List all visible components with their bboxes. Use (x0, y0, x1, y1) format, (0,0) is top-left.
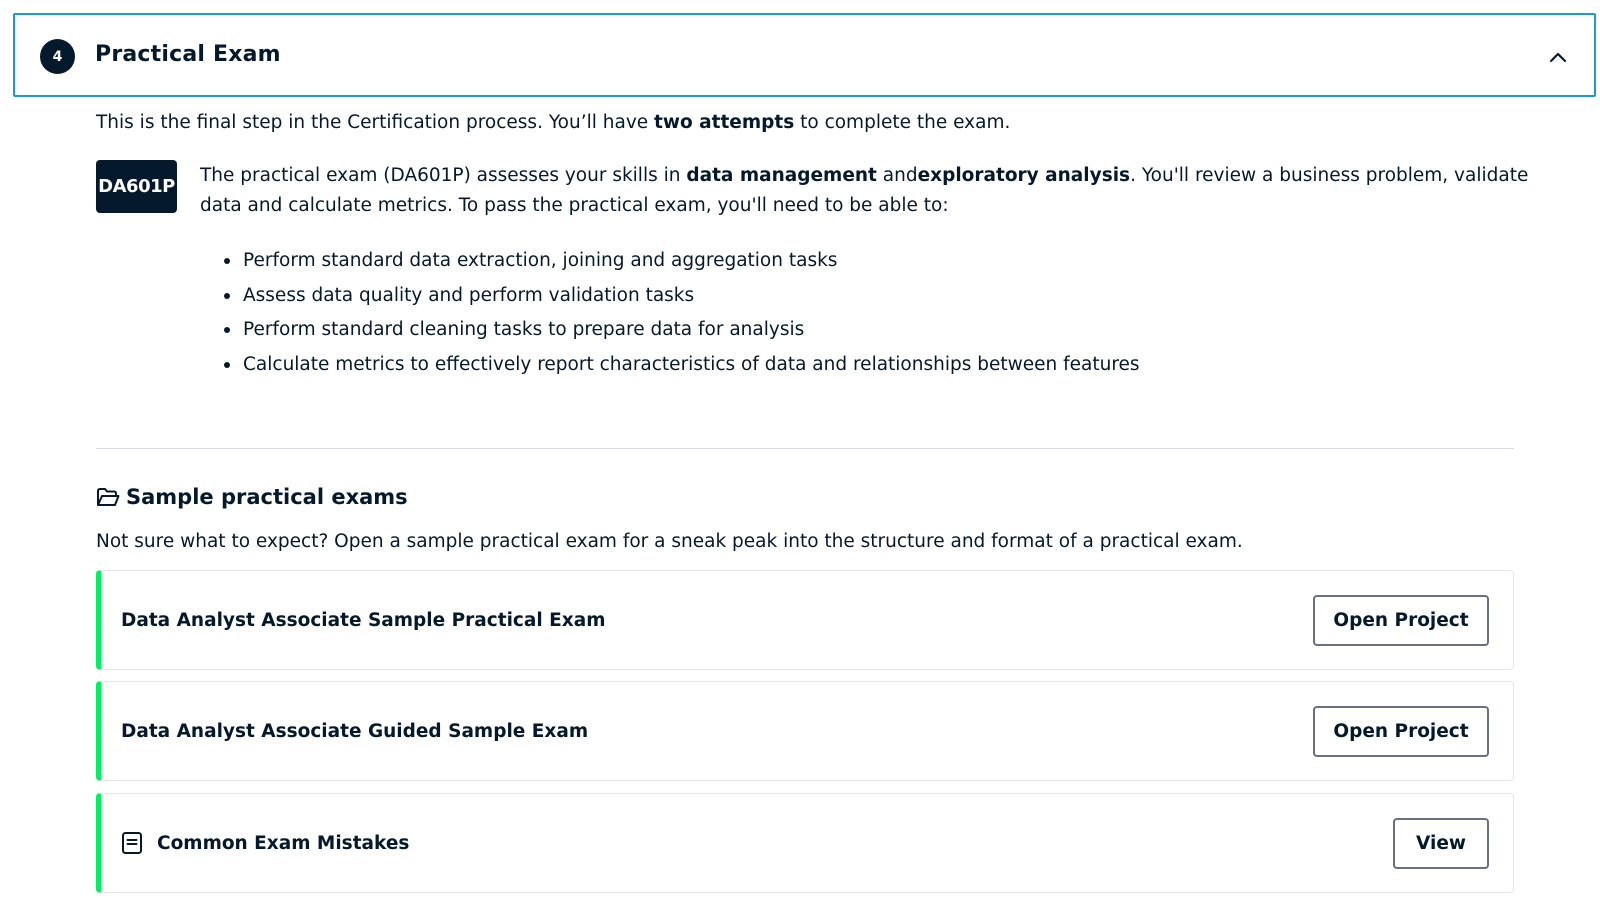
folder-open-icon (96, 486, 120, 508)
step-title: Practical Exam (95, 42, 281, 67)
skill-item: Perform standard data extraction, joining and aggregation tasks (222, 248, 1140, 283)
common-mistakes-title: Common Exam Mistakes (157, 832, 410, 854)
document-icon (121, 830, 145, 856)
common-mistakes-card (96, 793, 1514, 893)
chevron-up-icon (1549, 51, 1567, 63)
view-button[interactable]: View (1393, 818, 1489, 869)
exam-desc-part3: . You'll review a business problem, validate data and calculate metrics. To pass the practical exam, you'll need to be able to: (200, 165, 1529, 216)
exam-desc-bold1: data management (686, 165, 877, 186)
step-header[interactable] (13, 13, 1596, 97)
section-divider (96, 448, 1514, 449)
intro-text-before: This is the final step in the Certification process. You’ll have (96, 112, 655, 133)
exam-description (200, 161, 1530, 221)
sample-exams-title: Sample practical exams (126, 485, 408, 509)
intro-text (96, 110, 1010, 136)
exam-code-badge: DA601P (96, 160, 177, 213)
common-mistakes-title-row (121, 794, 409, 892)
sample-exams-heading (96, 485, 408, 509)
intro-text-after: to complete the exam. (794, 112, 1011, 133)
open-project-button[interactable]: Open Project (1313, 595, 1489, 646)
exam-desc-part1: The practical exam (DA601P) assesses your skills in (200, 165, 687, 186)
sample-exam-card (96, 570, 1514, 670)
sample-exam-title: Data Analyst Associate Guided Sample Exam (121, 720, 589, 742)
exam-desc-part2: and (876, 165, 918, 186)
open-project-button[interactable]: Open Project (1313, 706, 1489, 757)
intro-text-bold: two attempts (654, 112, 795, 133)
step-number-badge: 4 (40, 39, 75, 74)
sample-exam-title: Data Analyst Associate Sample Practical Exam (121, 609, 606, 631)
sample-exams-description: Not sure what to expect? Open a sample practical exam for a sneak peak into the structure and format of a practical exam. (96, 531, 1243, 552)
collapse-button[interactable] (1544, 43, 1572, 71)
exam-desc-bold2: exploratory analysis (917, 165, 1131, 186)
skills-list (222, 248, 1140, 386)
skill-item: Perform standard cleaning tasks to prepare data for analysis (222, 317, 1140, 352)
skill-item: Calculate metrics to effectively report characteristics of data and relationships between features (222, 352, 1140, 387)
skill-item: Assess data quality and perform validation tasks (222, 283, 1140, 318)
sample-exam-card (96, 681, 1514, 781)
